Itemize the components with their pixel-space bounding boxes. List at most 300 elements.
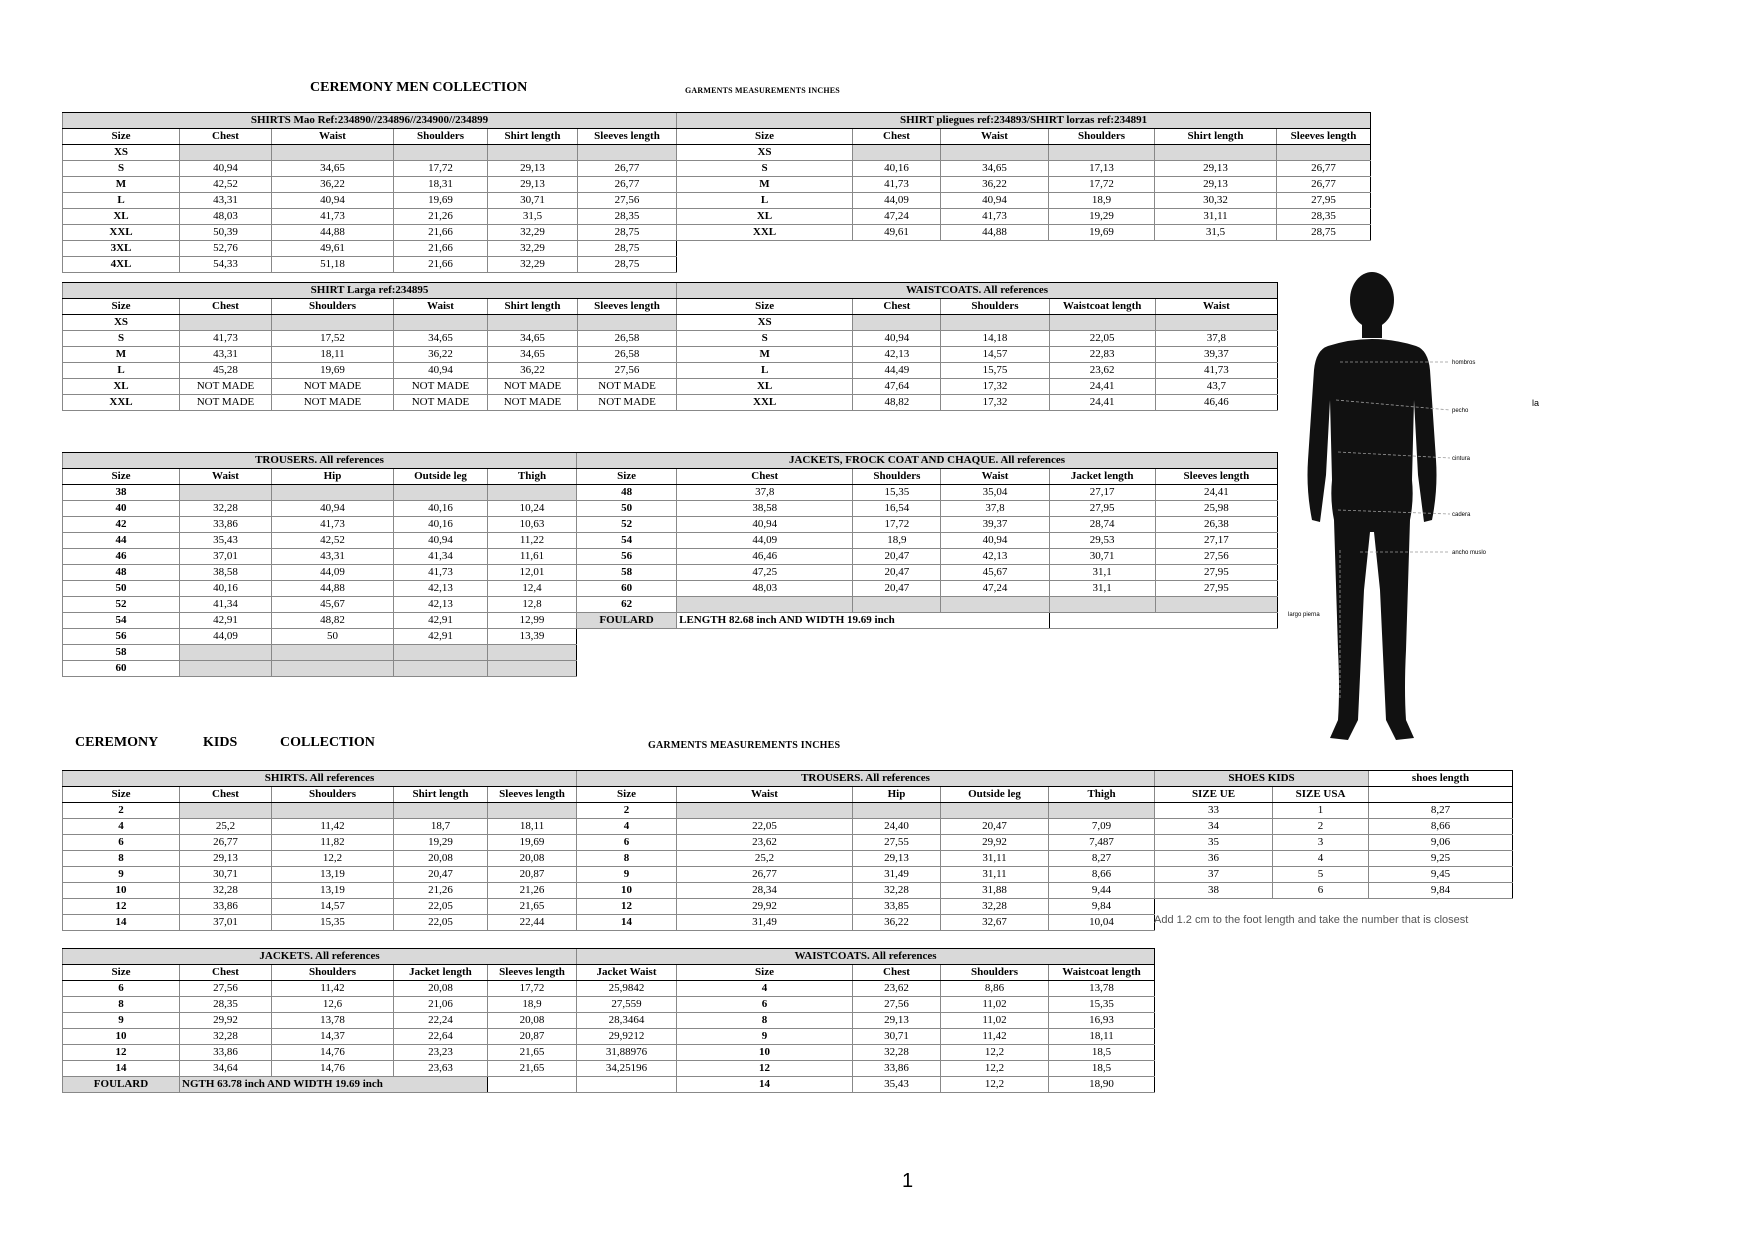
- value-cell: 29,13: [488, 161, 578, 177]
- value-cell: 22,24: [394, 1013, 488, 1029]
- table-row: [63, 347, 677, 363]
- column-header: Size: [63, 299, 180, 315]
- value-cell: 14,76: [272, 1061, 394, 1077]
- size-cell: XS: [677, 145, 853, 161]
- value-cell: [1155, 145, 1277, 161]
- column-header: Chest: [677, 469, 853, 485]
- men-shirt-larga-table: [62, 282, 677, 411]
- table-row: [63, 915, 577, 931]
- value-cell: 31,5: [1155, 225, 1277, 241]
- value-cell: 17,32: [941, 395, 1049, 411]
- table-row: [63, 835, 577, 851]
- value-cell: 38,58: [677, 501, 853, 517]
- value-cell: [272, 645, 394, 661]
- column-header: SIZE UE: [1155, 787, 1273, 803]
- column-header: Sleeves length: [1155, 469, 1277, 485]
- table-row: [63, 363, 677, 379]
- size-cell: 10: [577, 883, 677, 899]
- value-cell: 40,16: [394, 517, 488, 533]
- value-cell: 21,26: [488, 883, 577, 899]
- value-cell: 11,61: [488, 549, 577, 565]
- column-header: Waist: [180, 469, 272, 485]
- value-cell: 19,69: [394, 193, 488, 209]
- size-cell: 6: [677, 997, 853, 1013]
- value-cell: [394, 485, 488, 501]
- value-cell: 20,08: [394, 981, 488, 997]
- value-cell: 31,49: [853, 867, 941, 883]
- men-shirts-mao-table: [62, 112, 677, 273]
- value-cell: 20,47: [853, 565, 941, 581]
- size-cell: 14: [677, 1077, 853, 1093]
- value-cell: 25,98: [1155, 501, 1277, 517]
- value-cell: 40,16: [180, 581, 272, 597]
- foulard-text: LENGTH 82.68 inch AND WIDTH 19.69 inch: [677, 613, 1049, 629]
- value-cell: NOT MADE: [272, 379, 394, 395]
- value-cell: 8,86: [941, 981, 1049, 997]
- value-cell: 14,57: [272, 899, 394, 915]
- size-cell: 4XL: [63, 257, 180, 273]
- value-cell: 18,11: [1049, 1029, 1155, 1045]
- table-title: SHOES KIDS: [1155, 771, 1369, 787]
- value-cell: 36,22: [394, 347, 488, 363]
- value-cell: 41,34: [394, 549, 488, 565]
- header-row: [577, 469, 1278, 485]
- value-cell: 31,1: [1049, 581, 1155, 597]
- size-cell: 12: [63, 1045, 180, 1061]
- value-cell: [488, 645, 577, 661]
- value-cell: [180, 645, 272, 661]
- value-cell: 29,92: [941, 835, 1049, 851]
- value-cell: 47,25: [677, 565, 853, 581]
- value-cell: 34,64: [180, 1061, 272, 1077]
- value-cell: [272, 661, 394, 677]
- value-cell: [941, 315, 1049, 331]
- column-header: Size: [677, 129, 853, 145]
- value-cell: 37,8: [941, 501, 1049, 517]
- value-cell: 30,71: [180, 867, 272, 883]
- value-cell: 36,22: [488, 363, 578, 379]
- value-cell: 6: [1273, 883, 1369, 899]
- value-cell: 40,16: [853, 161, 941, 177]
- header-row: [577, 787, 1155, 803]
- value-cell: 44,49: [853, 363, 941, 379]
- value-cell: 40,94: [180, 161, 272, 177]
- column-header: Chest: [180, 787, 272, 803]
- value-cell: 31,11: [941, 851, 1049, 867]
- value-cell: NOT MADE: [578, 379, 677, 395]
- kids-title-kids: KIDS: [203, 735, 238, 750]
- value-cell: [1049, 145, 1155, 161]
- value-cell: 31,49: [677, 915, 853, 931]
- size-cell: XXL: [63, 225, 180, 241]
- value-cell: 10,24: [488, 501, 577, 517]
- size-cell: XS: [677, 315, 853, 331]
- kids-jackets-table: [62, 948, 577, 1093]
- value-cell: 46,46: [677, 549, 853, 565]
- value-cell: 13,39: [488, 629, 577, 645]
- value-cell: [488, 661, 577, 677]
- value-cell: 18,11: [272, 347, 394, 363]
- value-cell: 15,35: [272, 915, 394, 931]
- column-header: Size: [63, 965, 180, 981]
- value-cell: 28,35: [578, 209, 677, 225]
- table-row: [63, 257, 677, 273]
- value-cell: 32,28: [180, 1029, 272, 1045]
- table-row: [63, 1045, 577, 1061]
- table-row: [677, 225, 1371, 241]
- header-row: [63, 787, 577, 803]
- value-cell: 17,72: [853, 517, 941, 533]
- table-row: [577, 981, 1155, 997]
- table-row: [577, 1061, 1155, 1077]
- table-row: [677, 315, 1278, 331]
- value-cell: 24,40: [853, 819, 941, 835]
- value-cell: 22,44: [488, 915, 577, 931]
- table-title: SHIRT Larga ref:234895: [63, 283, 677, 299]
- value-cell: [394, 645, 488, 661]
- value-cell: 44,88: [941, 225, 1049, 241]
- value-cell: 8,66: [1369, 819, 1513, 835]
- value-cell: 42,91: [394, 629, 488, 645]
- value-cell: 26,77: [1277, 161, 1371, 177]
- table-row: [63, 803, 577, 819]
- value-cell: 47,64: [853, 379, 941, 395]
- column-header: Sleeves length: [488, 965, 577, 981]
- value-cell: 28,75: [578, 241, 677, 257]
- table-row: [677, 331, 1278, 347]
- value-cell: 27,56: [180, 981, 272, 997]
- value-cell: 21,65: [488, 1045, 577, 1061]
- value-cell: 17,32: [941, 379, 1049, 395]
- value-cell: 27,17: [1155, 533, 1277, 549]
- value-cell: 32,28: [941, 899, 1049, 915]
- value-cell: 29,13: [853, 851, 941, 867]
- value-cell: 12,4: [488, 581, 577, 597]
- size-cell: 38: [1155, 883, 1273, 899]
- value-cell: 28,75: [578, 225, 677, 241]
- value-cell: 27,55: [853, 835, 941, 851]
- column-header: Shoulders: [272, 965, 394, 981]
- size-cell: XL: [677, 379, 853, 395]
- kids-waistcoats-table: [576, 948, 1155, 1093]
- table-row: [577, 565, 1278, 581]
- value-cell: 40,94: [853, 331, 941, 347]
- size-cell: 8: [63, 997, 180, 1013]
- size-cell: 46: [63, 549, 180, 565]
- table-row: [63, 379, 677, 395]
- value-cell: 20,87: [488, 1029, 577, 1045]
- value-cell: 40,94: [677, 517, 853, 533]
- table-row: [63, 241, 677, 257]
- value-cell: 28,35: [180, 997, 272, 1013]
- table-row: [677, 379, 1278, 395]
- value-cell: 44,88: [272, 581, 394, 597]
- table-row: [577, 1045, 1155, 1061]
- value-cell: 29,92: [180, 1013, 272, 1029]
- size-cell: 14: [63, 1061, 180, 1077]
- value-cell: 26,38: [1155, 517, 1277, 533]
- value-cell: 7,09: [1049, 819, 1155, 835]
- table-row: [1155, 835, 1513, 851]
- column-header: Shoulders: [394, 129, 488, 145]
- side-label: la: [1532, 398, 1540, 408]
- value-cell: 18,7: [394, 819, 488, 835]
- column-header: Waist: [941, 469, 1049, 485]
- value-cell: 13,19: [272, 883, 394, 899]
- table-title: JACKETS. All references: [63, 949, 577, 965]
- size-cell: L: [63, 193, 180, 209]
- value-cell: [180, 485, 272, 501]
- jacket-waist-cell: 27,559: [577, 997, 677, 1013]
- table-row: [63, 581, 577, 597]
- column-header: Chest: [180, 965, 272, 981]
- value-cell: 37,8: [1155, 331, 1277, 347]
- value-cell: 19,69: [1049, 225, 1155, 241]
- value-cell: 20,47: [853, 581, 941, 597]
- column-header: Sleeves length: [578, 299, 677, 315]
- value-cell: 52,76: [180, 241, 272, 257]
- table-row: [63, 225, 677, 241]
- value-cell: 30,32: [1155, 193, 1277, 209]
- value-cell: 30,71: [1049, 549, 1155, 565]
- table-row: [577, 517, 1278, 533]
- column-header: Thigh: [488, 469, 577, 485]
- value-cell: 22,64: [394, 1029, 488, 1045]
- value-cell: 21,06: [394, 997, 488, 1013]
- table-row: [63, 645, 577, 661]
- value-cell: 27,95: [1277, 193, 1371, 209]
- size-cell: 54: [577, 533, 677, 549]
- column-header: Chest: [853, 129, 941, 145]
- table-row: [1155, 883, 1513, 899]
- column-header: Waist: [272, 129, 394, 145]
- value-cell: 27,56: [1155, 549, 1277, 565]
- value-cell: 13,78: [272, 1013, 394, 1029]
- value-cell: 41,73: [853, 177, 941, 193]
- column-header: Jacket length: [394, 965, 488, 981]
- value-cell: 40,94: [272, 193, 394, 209]
- table-row: [577, 597, 1278, 613]
- value-cell: 21,26: [394, 883, 488, 899]
- value-cell: 49,61: [272, 241, 394, 257]
- page-number: 1: [902, 1170, 914, 1192]
- value-cell: 41,73: [394, 565, 488, 581]
- size-cell: 10: [63, 883, 180, 899]
- column-header: Chest: [853, 299, 941, 315]
- value-cell: 27,95: [1155, 565, 1277, 581]
- size-cell: 62: [577, 597, 677, 613]
- value-cell: 34,65: [488, 347, 578, 363]
- value-cell: 34,65: [394, 331, 488, 347]
- value-cell: 41,73: [180, 331, 272, 347]
- value-cell: 34,65: [272, 161, 394, 177]
- size-cell: 8: [677, 1013, 853, 1029]
- value-cell: 48,82: [853, 395, 941, 411]
- value-cell: NOT MADE: [488, 379, 578, 395]
- column-header: Shirt length: [488, 129, 578, 145]
- value-cell: 43,7: [1155, 379, 1277, 395]
- header-row: [63, 129, 677, 145]
- value-cell: 22,05: [677, 819, 853, 835]
- column-header: Shoulders: [1049, 129, 1155, 145]
- column-header: Waist: [1155, 299, 1277, 315]
- size-cell: 44: [63, 533, 180, 549]
- value-cell: 39,37: [941, 517, 1049, 533]
- size-cell: 54: [63, 613, 180, 629]
- column-header: Chest: [180, 129, 272, 145]
- value-cell: 36,22: [272, 177, 394, 193]
- value-cell: 43,31: [180, 193, 272, 209]
- header-row: [1155, 787, 1513, 803]
- column-header: Hip: [853, 787, 941, 803]
- value-cell: 22,83: [1049, 347, 1155, 363]
- table-row: [577, 501, 1278, 517]
- table-row: [63, 1061, 577, 1077]
- value-cell: 33,86: [853, 1061, 941, 1077]
- value-cell: 19,69: [272, 363, 394, 379]
- value-cell: 45,28: [180, 363, 272, 379]
- jacket-waist-cell: 29,9212: [577, 1029, 677, 1045]
- column-header: Waistcoat length: [1049, 299, 1155, 315]
- value-cell: NOT MADE: [180, 379, 272, 395]
- value-cell: 13,78: [1049, 981, 1155, 997]
- table-row: [577, 883, 1155, 899]
- value-cell: 44,09: [180, 629, 272, 645]
- table-row: [577, 485, 1278, 501]
- value-cell: 13,19: [272, 867, 394, 883]
- size-cell: 60: [577, 581, 677, 597]
- value-cell: 1: [1273, 803, 1369, 819]
- size-cell: S: [677, 331, 853, 347]
- foulard-row: [63, 1077, 577, 1093]
- table-title: TROUSERS. All references: [63, 453, 577, 469]
- size-cell: 4: [63, 819, 180, 835]
- value-cell: 12,8: [488, 597, 577, 613]
- value-cell: 3: [1273, 835, 1369, 851]
- value-cell: [853, 145, 941, 161]
- label-hombros: hombros: [1452, 360, 1476, 366]
- value-cell: 49,61: [853, 225, 941, 241]
- size-cell: 10: [63, 1029, 180, 1045]
- value-cell: 20,47: [941, 819, 1049, 835]
- column-header: Jacket length: [1049, 469, 1155, 485]
- size-cell: 58: [577, 565, 677, 581]
- value-cell: 26,77: [578, 161, 677, 177]
- men-collection-title: CEREMONY MEN COLLECTION: [310, 80, 528, 95]
- size-cell: XXL: [677, 225, 853, 241]
- table-row: [63, 997, 577, 1013]
- value-cell: 19,29: [394, 835, 488, 851]
- column-header: Hip: [272, 469, 394, 485]
- value-cell: 18,5: [1049, 1061, 1155, 1077]
- column-header: Shoulders: [853, 469, 941, 485]
- human-silhouette-icon: [1308, 272, 1437, 740]
- size-cell: 12: [63, 899, 180, 915]
- table-row: [63, 565, 577, 581]
- value-cell: 32,29: [488, 225, 578, 241]
- size-cell: 12: [577, 899, 677, 915]
- size-cell: S: [677, 161, 853, 177]
- value-cell: 32,28: [853, 1045, 941, 1061]
- value-cell: 45,67: [941, 565, 1049, 581]
- value-cell: 14,37: [272, 1029, 394, 1045]
- value-cell: [488, 315, 578, 331]
- value-cell: 22,05: [394, 915, 488, 931]
- column-header: Sleeves length: [488, 787, 577, 803]
- table-row: [677, 347, 1278, 363]
- value-cell: 40,94: [272, 501, 394, 517]
- value-cell: 21,26: [394, 209, 488, 225]
- value-cell: NOT MADE: [272, 395, 394, 411]
- value-cell: 17,72: [488, 981, 577, 997]
- value-cell: [488, 803, 577, 819]
- value-cell: 11,22: [488, 533, 577, 549]
- size-cell: L: [63, 363, 180, 379]
- table-row: [63, 613, 577, 629]
- value-cell: [578, 315, 677, 331]
- value-cell: 8,66: [1049, 867, 1155, 883]
- value-cell: 42,13: [394, 597, 488, 613]
- value-cell: 18,9: [488, 997, 577, 1013]
- table-title: SHIRTS Mao Ref:234890//234896//234900//234899: [63, 113, 677, 129]
- value-cell: 27,56: [578, 363, 677, 379]
- value-cell: 30,71: [853, 1029, 941, 1045]
- value-cell: 44,09: [853, 193, 941, 209]
- foulard-row: [577, 613, 1278, 629]
- header-row: [577, 965, 1155, 981]
- size-cell: 50: [63, 581, 180, 597]
- value-cell: 7,487: [1049, 835, 1155, 851]
- table-row: [63, 661, 577, 677]
- value-cell: 36,22: [941, 177, 1049, 193]
- value-cell: 28,75: [578, 257, 677, 273]
- value-cell: [272, 145, 394, 161]
- table-row: [577, 819, 1155, 835]
- value-cell: 17,13: [1049, 161, 1155, 177]
- table-row: [577, 835, 1155, 851]
- size-cell: 6: [577, 835, 677, 851]
- column-header: Size: [677, 965, 853, 981]
- value-cell: 31,11: [1155, 209, 1277, 225]
- shoes-length-title: shoes length: [1369, 771, 1513, 787]
- body-measurement-figure: [1288, 270, 1560, 750]
- value-cell: [180, 661, 272, 677]
- column-header: Shoulders: [272, 299, 394, 315]
- header-row: [63, 965, 577, 981]
- value-cell: 42,91: [394, 613, 488, 629]
- table-title: WAISTCOATS. All references: [577, 949, 1155, 965]
- size-cell: 4: [577, 819, 677, 835]
- column-header: Waistcoat length: [1049, 965, 1155, 981]
- column-header: SIZE USA: [1273, 787, 1369, 803]
- table-row: [63, 597, 577, 613]
- column-header: Waist: [677, 787, 853, 803]
- value-cell: 9,44: [1049, 883, 1155, 899]
- label-cadera: cadera: [1452, 512, 1471, 518]
- table-row: [577, 803, 1155, 819]
- value-cell: 19,69: [488, 835, 577, 851]
- value-cell: [941, 145, 1049, 161]
- size-cell: 56: [577, 549, 677, 565]
- jacket-waist-cell: 34,25196: [577, 1061, 677, 1077]
- value-cell: 5: [1273, 867, 1369, 883]
- value-cell: 54,33: [180, 257, 272, 273]
- size-cell: S: [63, 331, 180, 347]
- table-row: [63, 1013, 577, 1029]
- value-cell: 44,09: [272, 565, 394, 581]
- value-cell: 26,77: [180, 835, 272, 851]
- kids-trousers-table: [576, 770, 1155, 931]
